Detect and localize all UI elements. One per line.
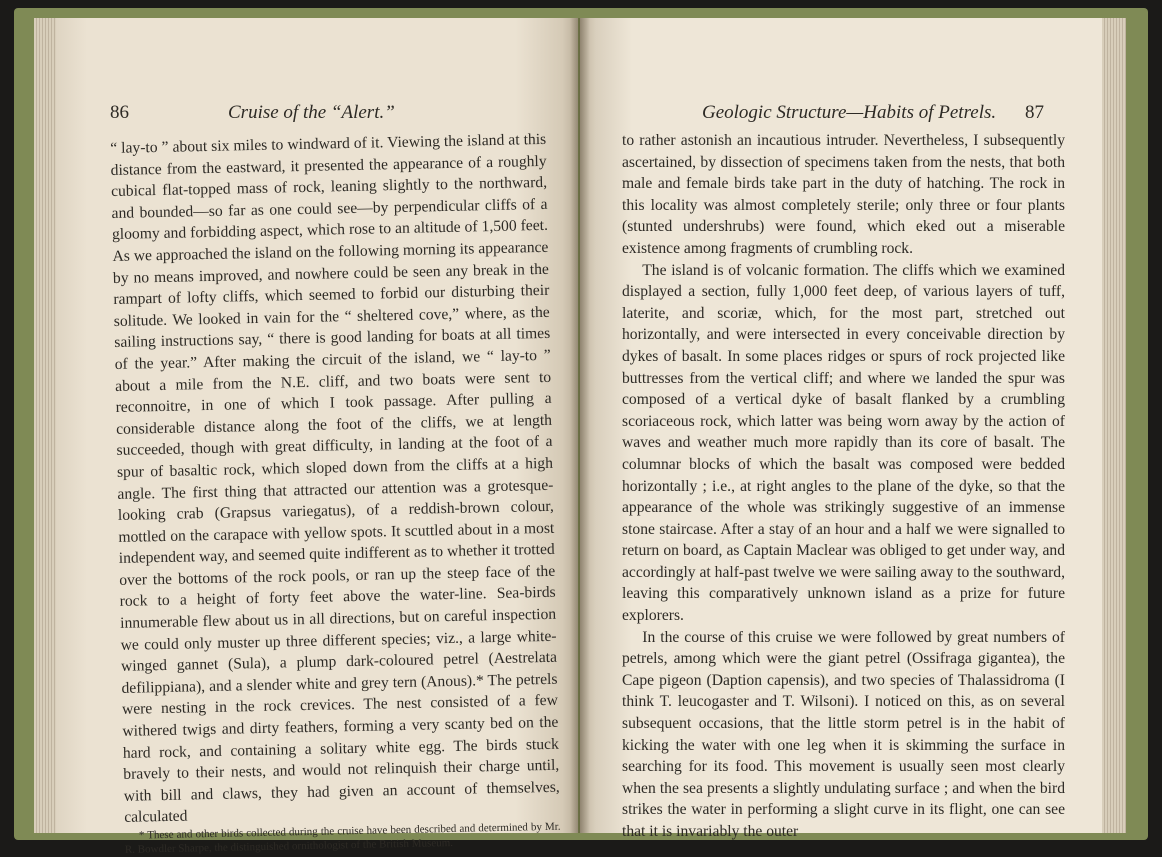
right-page-body [622, 130, 1065, 843]
paragraph: “ lay-to ” about six miles to windward of it. Viewing the island at this distance from the eastward, it presented the appearance of a roughly cubical flat-topped mass of rock, leaning slightly to the northward, and bounded—so far as one could see—by perpendicular cliffs of a gloomy and forbidding aspect, which rose to an altitude of 1,500 feet. As we approached the island on the following morning its appearance by no means improved, and nowhere could be seen any break in the rampart of lofty cliffs, which seemed to forbid our disturbing their solitude. We looked in vain for the “ sheltered cove,” where, as the sailing instructions say, “ there is good landing for boats at all times of the year.” After making the circuit of the island, we “ lay-to ” about a mile from the N.E. cliff, and two boats were sent to reconnoitre, in one of which I took passage. After pulling a considerable distance along the foot of the cliffs, we at length succeeded, though with great difficulty, in landing at the foot of a spur of basaltic rock, which sloped down from the cliffs at a high angle. The first thing that attracted our attention was a grotesque-looking crab (Grapsus variegatus), of a reddish-brown colour, mottled on the carapace with yellow spots. It scuttled about in a most independent way, and seemed quite indifferent as to whether it trotted over the bottoms of the rock pools, or ran up the steep face of the rock to a height of forty feet above the water-line. Sea-birds innumerable flew about us in all directions, but on careful inspection we could only muster up three different species; viz., a large white-winged gannet (Sula), a plump dark-coloured petrel (Aestrelata defilippiana), and a slender white and grey tern (Anous).* The petrels were nesting in the rock crevices. The nest consisted of a few withered twigs and dirty feathers, forming a very scanty bed on the hard rock, and containing a solitary white egg. The birds stuck bravely to their nests, and would not relinquish their charge until, with bill and claws, they had given an account of themselves, calculated [110, 130, 560, 827]
running-head: Cruise of the “Alert.” [228, 102, 395, 123]
page-number: 86 [110, 102, 129, 123]
paragraph: The island is of volcanic formation. The cliffs which we examined displayed a section, fully 1,000 feet deep, of various layers of tuff, laterite, and scoriæ, which, for the most part, stretched out horizontally, and were intersected in every conceivable direction by dykes of basalt. In some places ridges or spurs of rock projected like buttresses from the vertical cliff; and where we landed the spur was composed of a vertical dyke of basalt flanked by a crumbling scoriaceous rock, which latter was being worn away by the action of waves and weather much more rapidly than its core of basalt. The columnar blocks of which the basalt was composed were bedded horizontally ; i.e., at right angles to the plane of the dyke, so that the appearance of the whole was strikingly suggestive of an immense stone staircase. After a stay of an hour and a half we were signalled to return on board, as Captain Maclear was obliged to get under way, and accordingly at half-past twelve we were sailing away to the southward, leaving this comparatively unknown island as a prize for future explorers. [622, 261, 1065, 625]
left-page-header [56, 98, 578, 132]
book-gutter [570, 18, 590, 833]
right-page-header [580, 98, 1102, 132]
running-head: Geologic Structure—Habits of Petrels. [702, 102, 997, 123]
footnote: * These and other birds collected during the cruise have been described and determined by Mr. R. Bowdler Sharpe, the distinguished ornithologist of the British Museum. [124, 820, 561, 856]
paragraph: In the course of this cruise we were followed by great numbers of petrels, among which were the giant petrel (Ossifraga gigantea), the Cape pigeon (Daption capensis), and two species of Thalassidroma (I think T. leucogaster and T. Wilsoni). I noticed on this, as on several subsequent occasions, that the little storm petrel is in the habit of kicking the water with one leg when it is skimming the surface in searching for its food. This movement is usually seen most clearly when the sea presents a slightly undulating surface ; and when the bird strikes the water in performing a slight curve in its flight, one can see that it is invariably the outer [622, 628, 1065, 840]
right-page [580, 18, 1102, 840]
left-page-body [110, 129, 561, 857]
page-number: 87 [1025, 102, 1044, 123]
right-page-edges [1102, 18, 1126, 833]
left-page [56, 18, 578, 856]
left-page-edges [34, 18, 56, 833]
paragraph: to rather astonish an incautious intruder. Nevertheless, I subsequently ascertained, by dissection of specimens taken from the nests, that both male and female birds take part in the duty of hatching. The rock in this locality was almost completely sterile; only three or four plants (stunted undershrubs) were found, which eked out a miserable existence among fragments of crumbling rock. [622, 132, 1065, 257]
